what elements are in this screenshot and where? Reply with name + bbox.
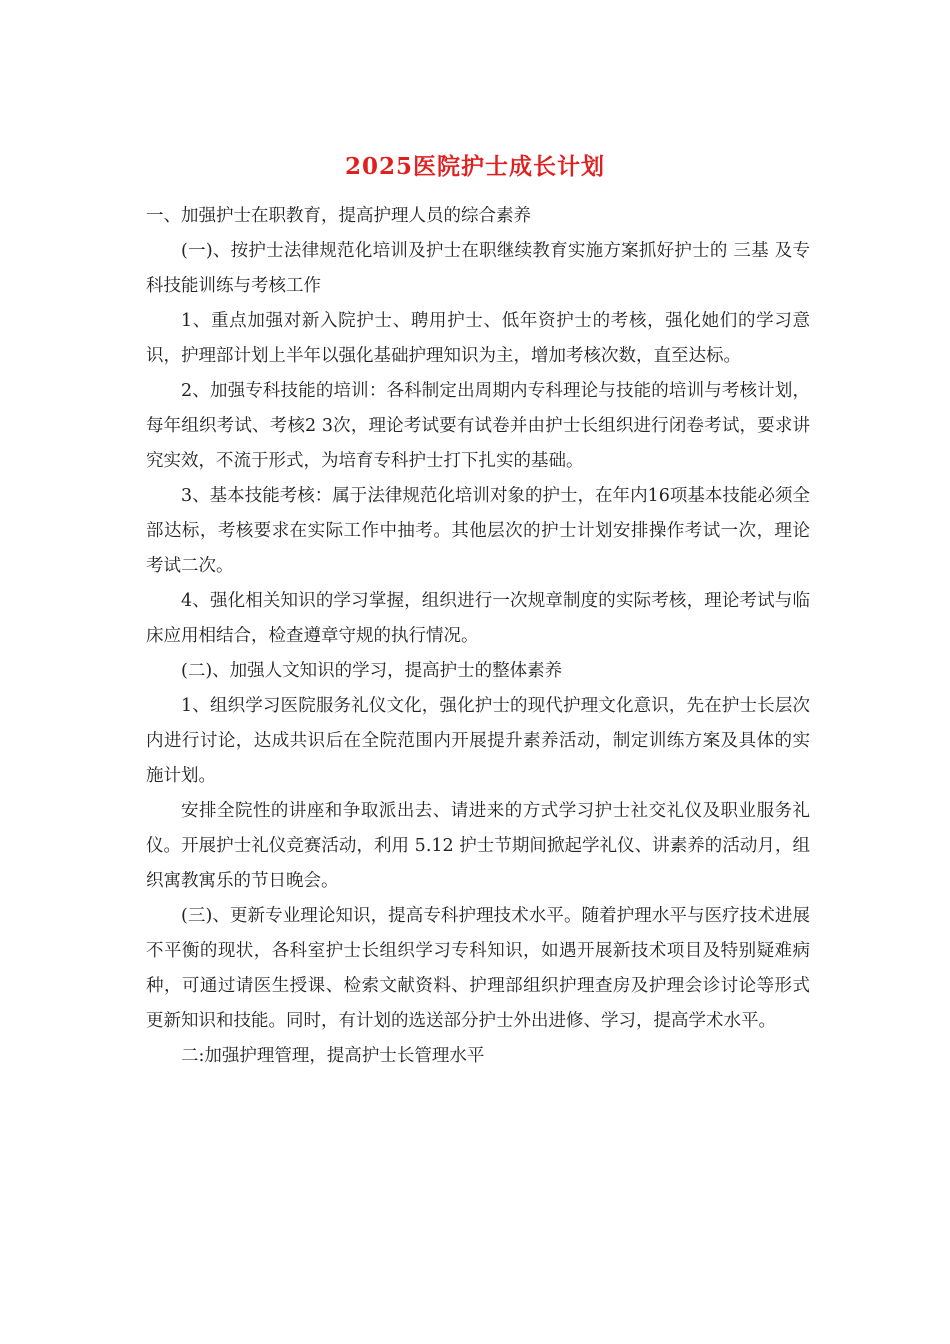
paragraph-item-1: 1、重点加强对新入院护士、聘用护士、低年资护士的考核，强化她们的学习意识，护理部计划上半年以强化基础护理知识为主，增加考核次数，直至达标。 <box>146 311 810 366</box>
document-body <box>146 199 810 1074</box>
paragraph-item-4: 4、强化相关知识的学习掌握，组织进行一次规章制度的实际考核，理论考试与临床应用相结合，检查遵章守规的执行情况。 <box>146 591 810 646</box>
paragraph-etiquette-2: 安排全院性的讲座和争取派出去、请进来的方式学习护士社交礼仪及职业服务礼仪。开展护士礼仪竞赛活动，利用 5.12 护士节期间掀起学礼仪、讲素养的活动月，组织寓教寓乐的节日晚会。 <box>146 801 810 891</box>
subsection-heading-1: (一)、按护士法律规范化培训及护士在职继续教育实施方案抓好护士的 三基 及专科技能训练与考核工作 <box>146 241 810 296</box>
paragraph-etiquette-1: 1、组织学习医院服务礼仪文化，强化护士的现代护理文化意识，先在护士长层次内进行讨论，达成共识后在全院范围内开展提升素养活动，制定训练方案及具体的实施计划。 <box>146 696 810 786</box>
section-heading-2: 二:加强护理管理，提高护士长管理水平 <box>181 1046 485 1066</box>
section-heading-1: 一、加强护士在职教育，提高护理人员的综合素养 <box>146 206 531 226</box>
paragraph-item-3: 3、基本技能考核：属于法律规范化培训对象的护士，在年内16项基本技能必须全部达标，考核要求在实际工作中抽考。其他层次的护士计划安排操作考试一次，理论考试二次。 <box>146 486 810 576</box>
paragraph-item-2: 2、加强专科技能的培训：各科制定出周期内专科理论与技能的培训与考核计划，每年组织考试、考核2 3次，理论考试要有试卷并由护士长组织进行闭卷考试，要求讲究实效，不流于形式，为培育专科护士打下扎实的基础。 <box>146 381 810 471</box>
subsection-heading-2: (二)、加强人文知识的学习，提高护士的整体素养 <box>181 661 563 681</box>
document-title: 2025医院护士成长计划 <box>344 153 605 180</box>
subsection-heading-3: (三)、更新专业理论知识，提高专科护理技术水平。随着护理水平与医疗技术进展不平衡的现状，各科室护士长组织学习专科知识，如遇开展新技术项目及特别疑难病种，可通过请医生授课、检索文献资料、护理部组织护理查房及护理会诊讨论等形式更新知识和技能。同时，有计划的选送部分护士外出进修、学习，提高学术水平。 <box>146 906 810 1031</box>
